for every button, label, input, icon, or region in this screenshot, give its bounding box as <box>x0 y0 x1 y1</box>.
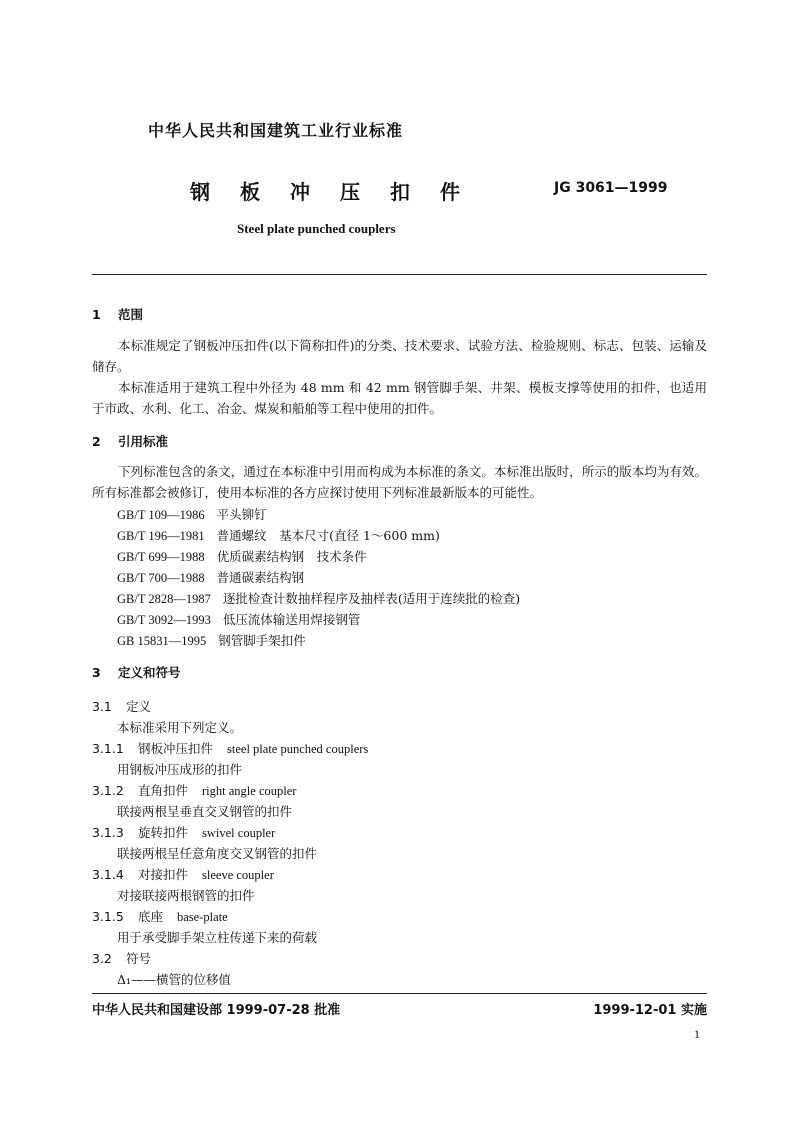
reference-name: 钢管脚手架扣件 <box>218 633 306 648</box>
definition-term-cn: 对接扣件 <box>138 867 189 882</box>
section-2-heading <box>92 432 168 450</box>
reference-code: GB/T 700—1988 <box>117 571 205 585</box>
definition-number: 3.1.3 <box>92 825 124 840</box>
footer-divider <box>92 993 707 994</box>
reference-name: 普通碳素结构钢 <box>216 570 305 585</box>
subsection-title: 符号 <box>126 951 152 966</box>
definition-term-en: right angle coupler <box>202 784 297 798</box>
definition-description: 用于承受脚手架立柱传递下来的荷载 <box>117 930 318 945</box>
definition-term-en: base-plate <box>177 910 228 924</box>
subsection-3-1-heading <box>92 697 151 715</box>
reference-code: GB/T 699—1988 <box>117 550 205 564</box>
definition-term <box>92 739 368 757</box>
definition-term-cn: 直角扣件 <box>138 783 189 798</box>
reference-item <box>117 631 306 649</box>
definition-term-cn: 底座 <box>138 909 164 924</box>
symbol-definition: Δ₁——横管的位移值 <box>117 972 232 987</box>
document-title: 钢板冲压扣件 <box>190 180 490 204</box>
reference-code: GB/T 196—1981 <box>117 529 205 543</box>
reference-item <box>117 568 304 586</box>
section-number: 2 <box>92 434 101 449</box>
definition-description: 联接两根呈任意角度交叉钢管的扣件 <box>117 846 318 861</box>
section-3-heading <box>92 663 181 681</box>
paragraph: 下列标准包含的条文，通过在本标准中引用而构成为本标准的条文。本标准出版时，所示的版本均为有效。所有标准都会被修订，使用本标准的各方应探讨使用下列标准最新版本的可能性。 <box>92 464 707 500</box>
subsection-3-2-heading <box>92 949 151 967</box>
reference-name: 逐批检查计数抽样程序及抽样表(适用于连续批的检查) <box>222 591 521 606</box>
paragraph: 本标准适用于建筑工程中外径为 48 mm 和 42 mm 钢管脚手架、井架、模板支撑等使用的扣件，也适用于市政、水利、化工、冶金、煤炭和船舶等工程中使用的扣件。 <box>92 380 707 416</box>
paragraph: 本标准规定了钢板冲压扣件(以下简称扣件)的分类、技术要求、试验方法、检验规则、标志、包装、运输及储存。 <box>92 338 707 374</box>
header-divider <box>92 274 707 275</box>
reference-item <box>117 526 440 544</box>
subsection-number: 3.1 <box>92 699 112 714</box>
definition-intro: 本标准采用下列定义。 <box>117 720 243 735</box>
section-1-heading <box>92 305 143 323</box>
definition-term <box>92 907 228 925</box>
reference-name: 普通螺纹 基本尺寸(直径 1～600 mm) <box>216 528 440 543</box>
subsection-title: 定义 <box>126 699 152 714</box>
reference-name: 低压流体输送用焊接钢管 <box>222 612 361 627</box>
definition-term-en: steel plate punched couplers <box>227 742 369 756</box>
section-title: 引用标准 <box>118 434 169 449</box>
definition-term-en: sleeve coupler <box>202 868 274 882</box>
reference-item <box>117 610 360 628</box>
subsection-number: 3.2 <box>92 951 112 966</box>
reference-code: GB/T 2828—1987 <box>117 592 211 606</box>
reference-item <box>117 589 520 607</box>
definition-term <box>92 823 275 841</box>
section-title: 定义和符号 <box>118 665 181 680</box>
approval-date: 中华人民共和国建设部 1999-07-28 批准 <box>92 1003 341 1018</box>
definition-description: 用钢板冲压成形的扣件 <box>117 762 243 777</box>
reference-code: GB/T 3092—1993 <box>117 613 211 627</box>
definition-description: 联接两根呈垂直交叉钢管的扣件 <box>117 804 293 819</box>
definition-number: 3.1.5 <box>92 909 124 924</box>
implementation-date: 1999-12-01 实施 <box>593 1003 707 1018</box>
reference-name: 优质碳素结构钢 技术条件 <box>216 549 367 564</box>
definition-term-en: swivel coupler <box>202 826 276 840</box>
standard-code: JG 3061—1999 <box>554 180 668 196</box>
definition-term <box>92 865 274 883</box>
reference-item <box>117 547 367 565</box>
definition-number: 3.1.1 <box>92 741 124 756</box>
reference-name: 平头铆钉 <box>216 507 267 522</box>
reference-item <box>117 505 267 523</box>
english-subtitle: Steel plate punched couplers <box>237 221 396 236</box>
definition-number: 3.1.2 <box>92 783 124 798</box>
definition-term-cn: 钢板冲压扣件 <box>138 741 214 756</box>
definition-term-cn: 旋转扣件 <box>138 825 189 840</box>
reference-code: GB/T 109—1986 <box>117 508 205 522</box>
standard-header: 中华人民共和国建筑工业行业标准 <box>148 121 404 140</box>
section-number: 1 <box>92 307 101 322</box>
definition-number: 3.1.4 <box>92 867 124 882</box>
page-number: 1 <box>694 1027 700 1041</box>
section-number: 3 <box>92 665 101 680</box>
reference-code: GB 15831—1995 <box>117 634 207 648</box>
definition-term <box>92 781 296 799</box>
section-title: 范围 <box>118 307 144 322</box>
definition-description: 对接联接两根钢管的扣件 <box>117 888 255 903</box>
